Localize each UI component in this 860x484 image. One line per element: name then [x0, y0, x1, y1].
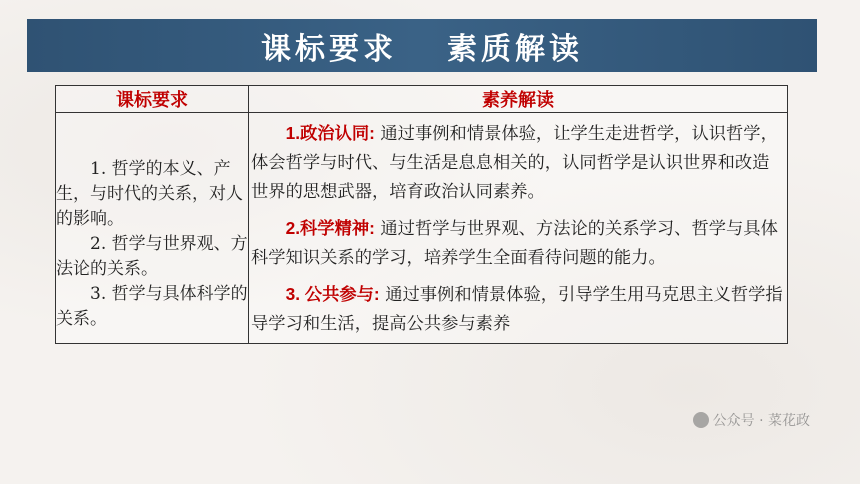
title-banner [27, 19, 817, 72]
standard-item-1: 1. 哲学的本义、产生，与时代的关系，对人的影响。 [56, 159, 243, 229]
interpretation-item-2 [251, 214, 783, 273]
watermark-text: 公众号 · 菜花政 [712, 413, 810, 429]
item-text: 通过事例和情景体验，让学生走进哲学，认识哲学，体会哲学与时代、与生活是息息相关的，认同哲学是认识世界和改造世界的思想武器，培育政治认同素养。 [251, 124, 778, 202]
standards-table [55, 85, 788, 344]
title-left: 课标要求 [261, 31, 397, 67]
standard-item-2: 2. 哲学与世界观、方法论的关系。 [56, 234, 248, 279]
table-row [56, 113, 788, 344]
interpretation-item-1 [251, 119, 783, 207]
wechat-icon [693, 412, 709, 428]
interpretation-cell [249, 113, 788, 344]
interpretation-item-3 [251, 280, 783, 339]
item-text: 通过事例和情景体验，引导学生用马克思主义哲学指导学习和生活，提高公共参与素养 [251, 285, 783, 334]
table-header-row [56, 86, 788, 113]
watermark [693, 410, 810, 430]
standard-item-3: 3. 哲学与具体科学的关系。 [56, 284, 248, 329]
item-label: 2.科学精神: [285, 218, 375, 238]
item-label: 1.政治认同: [285, 123, 375, 143]
item-label: 3. 公共参与: [285, 284, 380, 304]
standards-cell [56, 113, 249, 344]
item-text: 通过哲学与世界观、方法论的关系学习、哲学与具体科学知识关系的学习，培养学生全面看待问题的能力。 [251, 219, 778, 268]
col-header-interpretation: 素养解读 [249, 86, 788, 113]
title-right: 素质解读 [447, 31, 583, 67]
col-header-standards: 课标要求 [56, 86, 249, 113]
